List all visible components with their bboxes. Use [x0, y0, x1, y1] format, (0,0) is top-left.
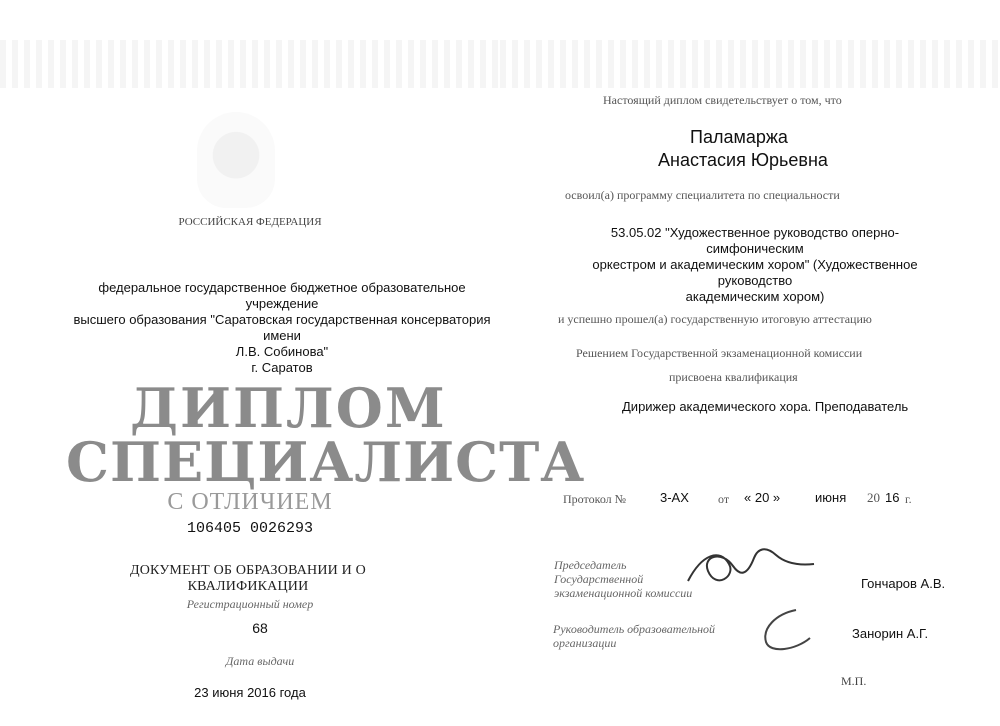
security-pattern-band-right: [500, 40, 1000, 88]
chair-signature: [680, 536, 820, 596]
country-label: РОССИЙСКАЯ ФЕДЕРАЦИЯ: [178, 216, 322, 228]
protocol-month: июня: [815, 490, 847, 505]
diploma-title-line-2: СПЕЦИАЛИСТА: [66, 430, 586, 494]
issue-date: 23 июня 2016 года: [194, 685, 306, 700]
registration-label: Регистрационный номер: [186, 597, 314, 611]
graduate-surname: Паламаржа: [690, 127, 788, 147]
head-title-block: [553, 622, 715, 650]
honors-label: С ОТЛИЧИЕМ: [167, 489, 333, 515]
chair-title-line-3: экзаменационной комиссии: [554, 586, 693, 600]
protocol-day: « 20 »: [744, 490, 781, 505]
protocol-label: Протокол №: [563, 492, 627, 506]
program-label: освоил(а) программу специалитета по специальности: [565, 188, 840, 202]
specialty-line-3: академическим хором): [685, 289, 825, 304]
institution-line-1: федеральное государственное бюджетное образовательное учреждение: [98, 280, 466, 311]
specialty-line-1: 53.05.02 "Художественное руководство оперно- симфоническим: [610, 225, 900, 256]
protocol-from: от: [718, 492, 730, 506]
head-signature: [752, 600, 832, 662]
attestation-label: и успешно прошел(а) государственную итоговую аттестацию: [558, 312, 872, 326]
qualification-value: Дирижер академического хора. Преподаватель: [622, 399, 909, 414]
graduate-name: Анастасия Юрьевна: [658, 150, 828, 170]
head-title-line-1: Руководитель образовательной: [553, 622, 716, 636]
chair-title-block: [554, 558, 692, 600]
chair-title-line-2: Государственной: [554, 572, 644, 586]
seal-mark: М.П.: [841, 674, 867, 688]
coat-of-arms-icon: [197, 112, 275, 208]
diploma-title-line-1: ДИПЛОМ: [130, 376, 447, 440]
specialty-block: [562, 225, 948, 305]
protocol-year-prefix: 20: [867, 490, 880, 505]
issue-date-label: Дата выдачи: [225, 654, 295, 668]
institution-block: [62, 280, 502, 376]
document-type: ДОКУМЕНТ ОБ ОБРАЗОВАНИИ И О КВАЛИФИКАЦИИ: [130, 563, 366, 594]
specialty-line-2: оркестром и академическим хором" (Художественное руководство: [592, 257, 918, 288]
security-pattern-band-left: [0, 40, 500, 88]
chair-title-line-1: Председатель: [554, 558, 627, 572]
protocol-number: 3-АХ: [660, 490, 689, 505]
diploma-serial-number: 106405 0026293: [186, 520, 314, 537]
qualification-label: присвоена квалификация: [669, 370, 798, 384]
protocol-year-unit: г.: [905, 492, 912, 506]
chair-name: Гончаров А.В.: [861, 576, 946, 591]
head-title-line-2: организации: [553, 636, 617, 650]
institution-line-4: г. Саратов: [251, 360, 313, 375]
head-name: Занорин А.Г.: [852, 626, 929, 641]
institution-line-2: высшего образования "Саратовская государственная консерватория имени: [73, 312, 491, 343]
institution-line-3: Л.В. Собинова": [235, 344, 329, 359]
commission-decision: Решением Государственной экзаменационной комиссии: [576, 346, 863, 360]
certification-intro: Настоящий диплом свидетельствует о том, что: [603, 93, 842, 107]
registration-number: 68: [252, 620, 268, 636]
protocol-year-suffix: 16: [885, 490, 900, 505]
